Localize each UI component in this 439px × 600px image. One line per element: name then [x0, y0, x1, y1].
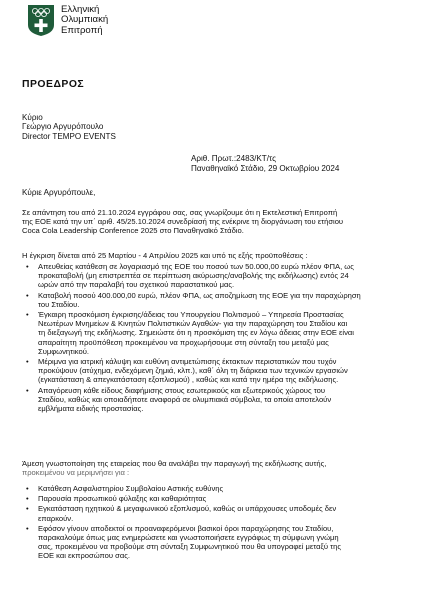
conditions-intro: Η έγκριση δίνεται από 25 Μαρτίου - 4 Απριλίου 2025 και υπό τις εξής προϋποθέσεις : [22, 251, 308, 260]
recipient-line: Γεώργιο Αργυρόπουλο [22, 122, 104, 132]
salutation: Κύριε Αργυρόπουλε, [22, 188, 96, 197]
list-item-line: τη διεξαγωγή της εκδήλωσης. Σημειώστε ότι η προσκόμιση της εν λόγω άδειας στην ΕΟΕ είναι [38, 328, 354, 338]
list-item-line: Απευθείας κατάθεση σε λογαριασμό της ΕΟΕ του ποσού των 50.000,00 ευρώ πλέον ΦΠΑ, ως [38, 262, 354, 271]
list-item-line: προκύψουν (ατύχημα, ενδεχόμενη ζημιά, κλπ.), καθ΄ όλη τη διάρκεια των τεχνικών εργασιών [38, 366, 348, 376]
organization-name-line: Επιτροπή [61, 24, 103, 36]
list-item-line: Μέριμνα για ιατρική κάλυψη και ευθύνη αντιμετώπισης έκτακτων περιστατικών που τυχόν [38, 357, 337, 367]
list-item-line: Σταδίου, καθώς και οποιαδήποτε αναφορά σε ολυμπιακά σύμβολα, τα οποία αποτελούν [38, 394, 332, 404]
organization-name [61, 5, 108, 36]
list-item-line: σας, προκειμένου να προβούμε στη σύνταξη Συμφωνητικού που θα υπογραφεί μεταξύ της [38, 542, 342, 552]
recipient-block [22, 113, 116, 141]
list-item-line: Εφόσον γίνουν αποδεκτοί οι προαναφερόμενοι βασικοί όροι παραχώρησης του Σταδίου, [38, 523, 334, 533]
bullet-icon: • [26, 523, 29, 533]
recipient-line: Director TEMPO EVENTS [22, 131, 116, 141]
bullet-icon: • [26, 494, 29, 504]
list-item-line: προκαταβολή (μη επιστρεπτέα σε περίπτωση ακύρωσης/αναβολής της εκδήλωσης) εντός 24 [38, 271, 349, 281]
recipient-line: Κύριο [22, 113, 43, 122]
organization-name-line: Ολυμπιακή [61, 14, 109, 26]
place-date: Παναθηναϊκό Στάδιο, 29 Οκτωβρίου 2024 [191, 163, 340, 173]
list-item-line: ΕΟΕ και εκπροσώπου σας. [38, 551, 130, 561]
list-item [22, 484, 341, 493]
intro-paragraph [22, 208, 418, 236]
reference-block [191, 154, 339, 173]
bullet-icon: • [26, 262, 29, 271]
list-item [22, 262, 361, 290]
protocol-number: Αριθ. Πρωτ.:2483/ΚΤ/τς [191, 154, 276, 163]
hellenic-olympic-committee-logo [27, 4, 55, 37]
bullet-icon: • [26, 484, 29, 493]
bullet-icon: • [26, 357, 29, 367]
list-item-line: απαραίτητη προϋπόθεση προκειμένου να προχωρήσουμε στη σύνταξη του μεταξύ μας [38, 337, 329, 347]
list-item [22, 504, 341, 522]
list-item [22, 494, 341, 503]
list-item-line: Νεωτέρων Μνημείων & Κινητών Πολιτιστικών Αγαθών- για την παραχώρηση του Σταδίου και [38, 319, 348, 329]
list-item-line: παρακαλούμε όπως μας ενημερώσετε και γνωστοποιήσετε εγγράφως τη σύμφωνη γνώμη [38, 533, 339, 543]
list-item-line: του Σταδίου. [38, 299, 80, 309]
list-item-line: επαρκούν. [38, 513, 74, 523]
list-item [22, 386, 361, 414]
list-item-line: Συμφωνητικού. [38, 346, 89, 356]
letter-title: ΠΡΟΕΔΡΟΣ [22, 79, 85, 90]
paragraph-line: της ΕΟΕ κατά την υπ΄ αριθ. 45/25.10.2024 συνεδρίασή της ενέκρινε τη διοργάνωση του ετήσιου [22, 217, 344, 227]
list-item-line: Κατάθεση Ασφαλιστηρίου Συμβολαίου Αστικής ευθύνης [38, 484, 224, 493]
production-intro [22, 459, 326, 477]
paragraph-line: προκειμένου να μεριμνήσει για : [22, 468, 130, 478]
bullet-icon: • [26, 385, 29, 395]
list-item-line: Παρουσία προσωπικού φύλαξης και καθαριότητας [38, 494, 207, 504]
list-item [22, 357, 361, 385]
list-item-line: Απαγόρευση κάθε είδους διαφήμισης στους εσωτερικούς και εξωτερικούς χώρους του [38, 385, 325, 395]
organization-name-line: Ελληνική [61, 4, 100, 15]
list-item [22, 291, 361, 309]
list-item-line: (εγκατάσταση & απεγκατάσταση εξοπλισμού) , καθώς και κατά την ημέρα της εκδήλωσης. [38, 375, 339, 385]
bullet-icon: • [26, 290, 29, 300]
list-item [22, 524, 341, 561]
list-item-line: Έγκαιρη προσκόμιση έγκρισης/άδειας του Υπουργείου Πολιτισμού – Υπηρεσία Προστασίας [38, 310, 344, 320]
conditions-list [22, 262, 361, 414]
paragraph-line: Σε απάντηση του από 21.10.2024 εγγράφου σας, σας γνωρίζουμε ότι η Εκτελεστική Επιτροπή [22, 208, 338, 217]
list-item-line: Καταβολή ποσού 400.000,00 ευρώ, πλέον ΦΠΑ, ως αποζημίωση της ΕΟΕ για την παραχώρηση [38, 290, 361, 300]
paragraph-line: Coca Cola Leadership Conference 2025 στο Παναθηναϊκό Στάδιο. [22, 226, 244, 236]
list-item [22, 310, 361, 356]
list-item-line: εμβλήματα ειδικής προστασίας. [38, 404, 144, 414]
bullet-icon: • [26, 504, 29, 514]
list-item-line: ωρών από την παραλαβή του σχετικού παραστατικού μας. [38, 280, 235, 290]
paragraph-line: Άμεση γνωστοποίηση της εταιρείας που θα αναλάβει την παραγωγή της εκδήλωσης αυτής, [22, 459, 327, 468]
bullet-icon: • [26, 310, 29, 320]
production-list [22, 484, 341, 562]
list-item-line: Εγκατάσταση ηχητικού & μεγαφωνικού εξοπλισμού, καθώς οι υπάρχουσες υποδομές δεν [38, 504, 337, 514]
